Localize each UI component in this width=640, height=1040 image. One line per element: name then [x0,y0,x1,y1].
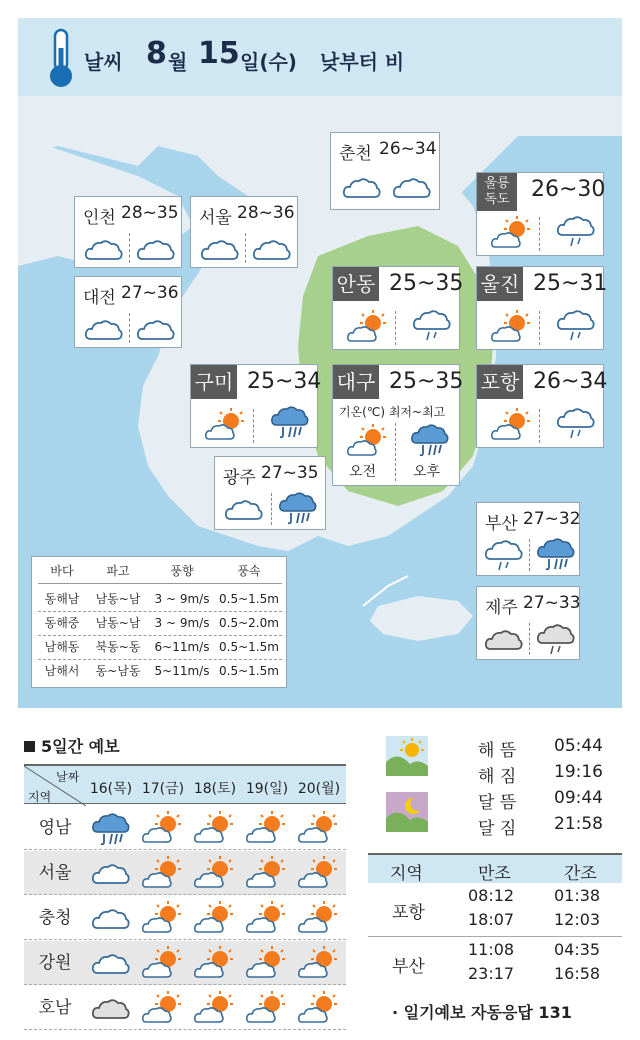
tide-region: 부산 [392,957,425,977]
sea-table-row: 동해남 남동~남 3 ~ 9m/s 0.5~1.5m [44,592,279,606]
cloud-icon [199,231,239,267]
sun-cloud-icon [205,407,245,443]
sun-cloud-icon [194,855,244,899]
cloud-icon [135,231,175,267]
sun-cloud-icon [194,945,244,989]
am-label: 오전 [349,464,377,480]
auto-response-note: · 일기예보 자동응답 131 [392,1003,572,1022]
gray-cloud-icon [483,621,523,657]
gray-cloud-icon [90,990,140,1034]
sun-cloud-icon [491,407,531,443]
moonset-time: 21:58 [554,814,603,834]
square-bullet-icon [24,741,35,752]
sun-cloud-icon [491,215,531,251]
tide-low-time: 04:35 [554,940,601,959]
sunrise-label: 해 뜸 [478,741,517,761]
city-card-andong: 안동 25~35 [332,266,460,350]
sun-cloud-icon [491,309,531,345]
sun-cloud-icon [298,990,348,1034]
sun-cloud-icon [194,810,244,854]
city-card-jeju: 제주 27~33 [476,586,580,660]
sea-table-row: 동해중 남동~남 3 ~ 9m/s 0.5~2.0m [44,616,279,630]
rain-icon [90,810,140,854]
gray-cloud-rain-icon [535,621,575,657]
temp-legend: 기온(℃) 최저~최고 [339,405,446,419]
cloud-icon [90,900,140,944]
cloud-icon [251,231,291,267]
cloud-rain-icon [555,213,595,249]
sea-conditions-table [31,556,287,688]
sun-cloud-icon [246,810,296,854]
city-card-busan: 부산 27~32 [476,502,580,576]
tide-high-time: 11:08 [468,940,515,959]
month-unit: 월 [168,50,188,74]
five-day-row [24,896,346,940]
sun-cloud-icon [142,900,192,944]
moonrise-icon [386,792,428,832]
sunrise-icon [386,736,428,776]
city-card-pohang: 포항 26~34 [476,364,604,448]
rain-icon [409,421,449,457]
sea-table-row: 남해동 북동~동 6~11m/s 0.5~1.5m [44,640,279,654]
sun-cloud-icon [246,945,296,989]
five-day-row [24,806,346,850]
region-name: 강원 [38,953,72,973]
day-unit: 일(수) [240,50,297,74]
cloud-rain-icon [483,537,523,573]
sunset-label: 해 짐 [478,767,517,787]
tide-high-time: 08:12 [468,886,515,905]
city-card-seoul: 서울 28~36 [190,196,298,268]
rain-icon [277,489,317,525]
day-number: 15 [198,36,240,71]
sea-table-row: 남해서 동~남동 5~11m/s 0.5~1.5m [44,664,279,678]
thermometer-icon [46,28,76,88]
summary-text: 낮부터 비 [320,50,405,74]
tide-high-time: 23:17 [468,964,515,983]
cloud-icon [135,311,175,347]
sun-cloud-icon [246,990,296,1034]
city-card-daegu: 대구 25~35 기온(℃) 최저~최고 오전 오후 [332,364,460,486]
rain-icon [269,403,309,439]
tide-low-time: 01:38 [554,886,601,905]
rain-icon [535,535,575,571]
tide-high-time: 18:07 [468,910,515,929]
cloud-icon [223,491,263,527]
cloud-icon [83,231,123,267]
city-card-gwangju: 광주 27~35 [214,456,326,530]
city-card-gumi: 구미 25~34 [190,364,318,448]
moonset-label: 달 짐 [478,819,517,839]
pm-label: 오후 [413,464,441,480]
moonrise-label: 달 뜸 [478,793,517,813]
tide-table-header: 지역 만조 간조 [368,853,622,883]
weather-label: 날씨 [84,50,123,74]
region-name: 호남 [38,998,72,1018]
city-card-incheon: 인천 28~35 [74,196,182,268]
tide-region: 포항 [392,903,425,923]
sea-table-header: 바다 파고 풍향 풍속 [50,564,261,578]
sun-cloud-icon [142,855,192,899]
sun-cloud-icon [246,900,296,944]
sun-cloud-icon [347,309,387,345]
sun-cloud-icon [298,945,348,989]
sun-cloud-icon [142,945,192,989]
cloud-rain-icon [555,405,595,441]
city-card-chuncheon: 춘천 26~34 [330,132,440,210]
sunrise-time: 05:44 [554,736,603,756]
five-day-row [24,851,346,895]
cloud-icon [83,311,123,347]
cloud-rain-icon [555,307,595,343]
cloud-icon [341,169,381,205]
cloud-icon [90,945,140,989]
tide-low-time: 12:03 [554,910,601,929]
sun-cloud-icon [246,855,296,899]
header-bar [18,18,622,96]
city-card-ulleung-dokdo: 울릉 독도 26~30 [476,172,604,256]
sun-cloud-icon [142,810,192,854]
five-day-title: 5일간 예보 [24,734,120,757]
sun-cloud-icon [347,423,387,459]
sun-cloud-icon [142,990,192,1034]
city-card-daejeon: 대전 27~36 [74,276,182,348]
city-card-uljin: 울진 25~31 [476,266,604,350]
sun-cloud-icon [298,810,348,854]
region-name: 충청 [38,908,72,928]
sunset-time: 19:16 [554,762,603,782]
region-name: 서울 [38,863,72,883]
sun-cloud-icon [194,990,244,1034]
five-day-row [24,986,346,1030]
tide-low-time: 16:58 [554,964,601,983]
month-number: 8 [146,36,167,71]
sun-cloud-icon [194,900,244,944]
moonrise-time: 09:44 [554,788,603,808]
cloud-icon [90,855,140,899]
five-day-row [24,941,346,985]
five-day-header: 날짜 지역 16(목) 17(금) 18(토) 19(일) 20(월) [24,764,346,804]
sun-cloud-icon [298,900,348,944]
cloud-icon [391,169,431,205]
sun-cloud-icon [298,855,348,899]
cloud-rain-icon [411,307,451,343]
region-name: 영남 [38,818,72,838]
